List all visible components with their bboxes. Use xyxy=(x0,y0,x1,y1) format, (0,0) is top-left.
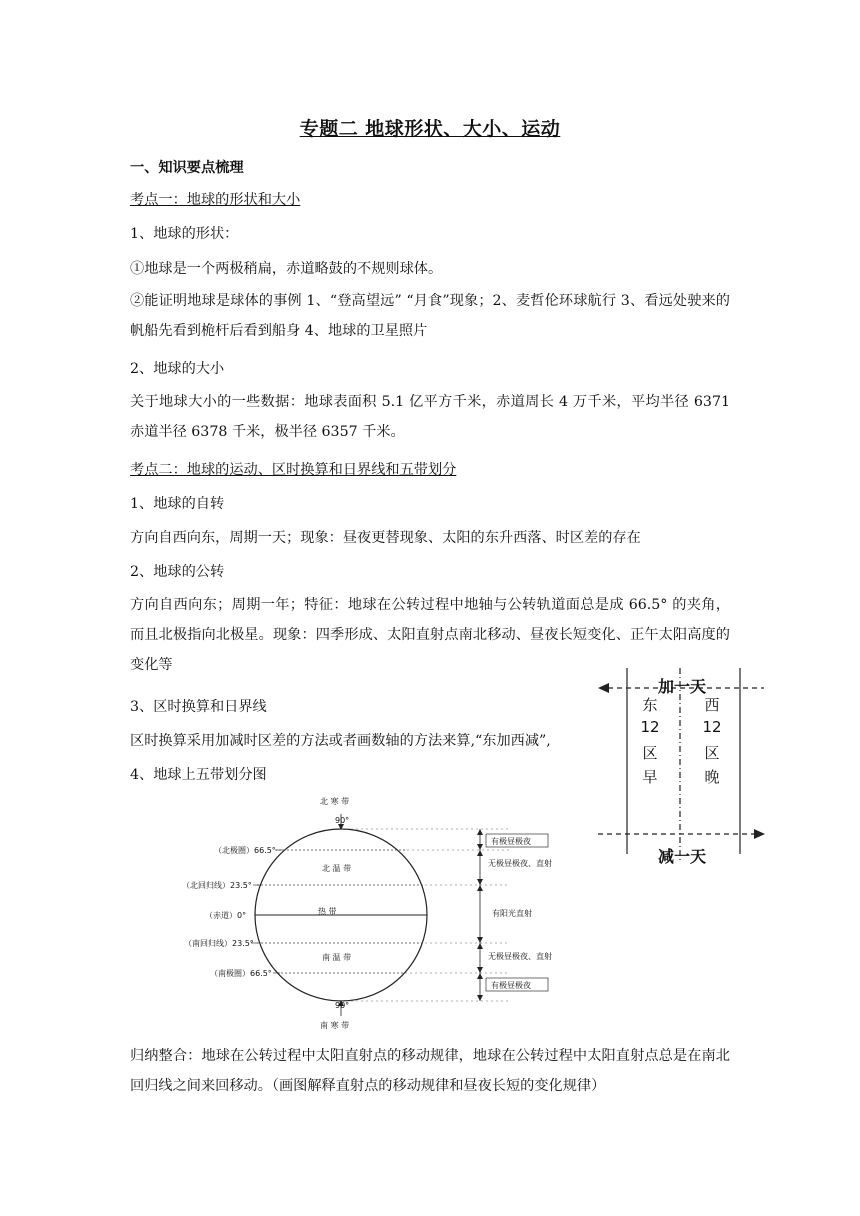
arctic-circle-label: （北极圈）66.5° xyxy=(214,846,276,855)
north-pole-latitude: 90° xyxy=(335,816,350,825)
antarctic-circle-label: （南极圈）66.5° xyxy=(210,969,272,978)
note-tropic: 有阳光直射 xyxy=(492,909,532,918)
revolution-paragraph: 方向自西向东；周期一年；特征：地球在公转过程中地轴与公转轨道面总是成 66.5° 的夹角，而且北极指向北极星。现象：四季形成、太阳直射点南北移动、昼夜长短变化、正午太阳高度的变化等 xyxy=(130,597,730,673)
section-heading-knowledge: 一、知识要点梳理 xyxy=(130,160,244,176)
west-col-2: 12 xyxy=(702,718,722,736)
south-temperate-zone-label: 南 温 带 xyxy=(322,953,352,962)
west-col-4: 晚 xyxy=(704,768,720,786)
west-col-1: 西 xyxy=(704,696,720,714)
summary-paragraph: 归纳整合：地球在公转过程中太阳直射点的移动规律，地球在公转过程中太阳直射点总是在南北回归线之间来回移动。（画图解释直射点的移动规律和昼夜长短的变化规律） xyxy=(130,1048,730,1094)
south-frigid-zone-label: 南 寒 带 xyxy=(320,1021,350,1030)
tropic-of-cancer-label: （北回归线）23.5° xyxy=(182,881,252,890)
east-col-1: 东 xyxy=(642,696,658,714)
timezone-paragraph: 区时换算采用加减时区差的方法或者画数轴的方法来算,“东加西减”, xyxy=(130,733,551,749)
subtract-one-day-label: 减一天 xyxy=(657,847,706,866)
earth-shape-heading: 1、地球的形状： xyxy=(130,226,239,242)
earth-shape-paragraph-1: ①地球是一个两极稍扁，赤道略鼓的不规则球体。 xyxy=(130,261,443,277)
equator-label: （赤道）0° xyxy=(205,911,247,920)
west-12-column xyxy=(694,694,730,790)
tropic-of-capricorn-label: （南回归线）23.5° xyxy=(184,939,254,948)
key-point-1-heading: 考点一：地球的形状和大小 xyxy=(130,192,301,208)
east-col-4: 早 xyxy=(642,768,658,786)
earth-shape-paragraph-2: ②能证明地球是球体的事例 1、“登高望远” “月食”现象；2、麦哲伦环球航行 3、看远处驶来的帆船先看到桅杆后看到船身 4、地球的卫星照片 xyxy=(130,293,730,339)
earth-size-paragraph: 关于地球大小的一些数据：地球表面积 5.1 亿平方千米，赤道周长 4 万千米，平均半径 6371 赤道半径 6378 千米，极半径 6357 千米。 xyxy=(130,394,730,440)
five-zones-heading: 4、地球上五带划分图 xyxy=(130,767,267,783)
note-south-temperate: 无极昼极夜、直射 xyxy=(488,952,552,961)
north-temperate-zone-label: 北 温 带 xyxy=(322,864,352,873)
rotation-heading: 1、地球的自转 xyxy=(130,496,225,512)
note-north-temperate: 无极昼极夜、直射 xyxy=(488,859,552,868)
earth-size-heading: 2、地球的大小 xyxy=(130,361,225,377)
timezone-heading: 3、区时换算和日界线 xyxy=(130,699,267,715)
west-col-3: 区 xyxy=(704,744,720,762)
revolution-heading: 2、地球的公转 xyxy=(130,564,225,580)
north-frigid-zone-label: 北 寒 带 xyxy=(320,797,350,806)
five-zones-diagram xyxy=(180,792,580,1034)
east-col-2: 12 xyxy=(640,718,660,736)
note-south-polar: 有极昼极夜 xyxy=(491,981,531,990)
east-12-column xyxy=(632,694,668,790)
note-north-polar: 有极昼极夜 xyxy=(491,837,531,846)
south-pole-latitude: 90° xyxy=(335,1001,350,1010)
key-point-2-heading: 考点二：地球的运动、区时换算和日界线和五带划分 xyxy=(130,462,457,478)
tropic-zone-label: 热 带 xyxy=(318,907,337,916)
rotation-paragraph: 方向自西向东，周期一天；现象：昼夜更替现象、太阳的东升西落、时区差的存在 xyxy=(130,530,641,546)
east-col-3: 区 xyxy=(642,744,658,762)
date-line-diagram xyxy=(594,664,769,864)
page-title: 专题二 地球形状、大小、运动 xyxy=(299,118,561,140)
add-one-day-label: 加一天 xyxy=(657,677,706,696)
